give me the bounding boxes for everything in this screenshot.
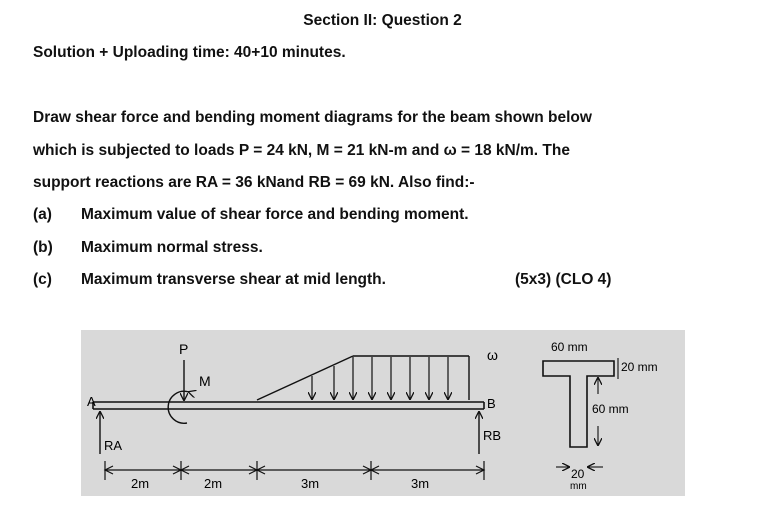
beam-figure: [81, 330, 685, 496]
section-width-label: 60 mm: [551, 340, 588, 354]
question-title: Section II: Question 2: [303, 12, 462, 29]
web-width-unit: mm: [570, 481, 587, 492]
problem-line-1: Draw shear force and bending moment diagrams for the beam shown below: [33, 109, 592, 126]
moment-m-label: M: [199, 373, 211, 389]
load-p-label: P: [179, 341, 189, 357]
part-a-label: (a): [33, 206, 52, 223]
support-a-label: A: [87, 394, 96, 409]
flange-thickness-label: 20 mm: [621, 360, 658, 374]
span-2-label: 2m: [204, 476, 223, 491]
span-3-label: 3m: [301, 476, 320, 491]
udl-w-label: ω: [487, 347, 498, 363]
marks-clo: (5x3) (CLO 4): [515, 271, 612, 288]
part-c-text: Maximum transverse shear at mid length.: [81, 271, 386, 288]
part-c-label: (c): [33, 271, 52, 288]
web-depth-label: 60 mm: [592, 402, 629, 416]
span-1-label: 2m: [131, 476, 150, 491]
moment-arc: [168, 391, 189, 423]
span-4-label: 3m: [411, 476, 430, 491]
support-b-label: B: [487, 396, 496, 411]
reaction-b-label: RB: [483, 428, 502, 443]
beam: [93, 402, 484, 409]
problem-line-2: which is subjected to loads P = 24 kN, M = 21 kN-m and ω = 18 kN/m. The: [33, 142, 570, 159]
reaction-a-label: RA: [104, 438, 123, 453]
distributed-load: [257, 356, 469, 400]
beam-diagram: [81, 330, 685, 496]
part-a-text: Maximum value of shear force and bending moment.: [81, 206, 469, 223]
time-note: Solution + Uploading time: 40+10 minutes.: [33, 44, 346, 61]
part-b-label: (b): [33, 239, 53, 256]
problem-line-3: support reactions are RA = 36 kNand RB = 69 kN. Also find:-: [33, 174, 475, 191]
web-width-label: 20: [571, 467, 585, 481]
part-b-text: Maximum normal stress.: [81, 239, 263, 256]
